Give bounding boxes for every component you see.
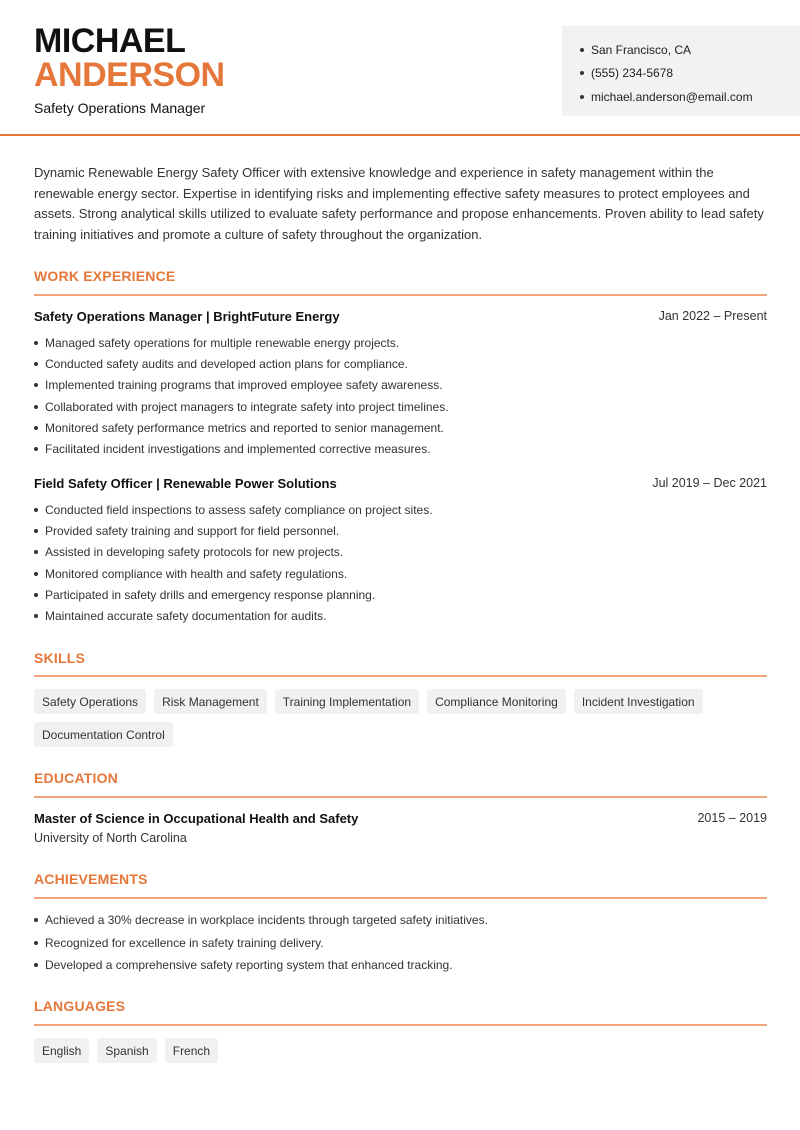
list-item: Conducted safety audits and developed action plans for compliance. (34, 353, 449, 374)
contact-phone: (555) 234-5678 (580, 62, 800, 86)
language-chip: French (165, 1038, 218, 1063)
bullet-icon (34, 508, 38, 512)
bullet-icon (34, 426, 38, 430)
job-dates: Jan 2022 – Present (658, 309, 767, 323)
list-item: Assisted in developing safety protocols for new projects. (34, 542, 433, 563)
bullet-icon (34, 362, 38, 366)
list-item: Achieved a 30% decrease in workplace incidents through targeted safety initiatives. (34, 909, 488, 932)
bullet-icon (580, 71, 584, 75)
job-header (34, 309, 767, 324)
section-title-skills: SKILLS (34, 650, 85, 666)
list-item: Facilitated incident investigations and implemented corrective measures. (34, 438, 449, 459)
list-item: Collaborated with project managers to integrate safety into project timelines. (34, 396, 449, 417)
first-name: MICHAEL (34, 22, 186, 60)
resume-header (0, 0, 800, 136)
skills-list (34, 689, 767, 747)
bullet-icon (34, 941, 38, 945)
section-title-work: WORK EXPERIENCE (34, 268, 176, 284)
bullet-icon (34, 614, 38, 618)
bullet-icon (34, 529, 38, 533)
job-role: Safety Operations Manager | BrightFuture Energy (34, 309, 340, 324)
list-item: Monitored safety performance metrics and reported to senior management. (34, 417, 449, 438)
skill-chip: Safety Operations (34, 689, 146, 714)
bullet-icon (34, 341, 38, 345)
bullet-icon (34, 572, 38, 576)
contact-location: San Francisco, CA (580, 38, 800, 62)
skill-chip: Documentation Control (34, 722, 173, 747)
languages-list (34, 1038, 767, 1063)
list-item: Implemented training programs that improved employee safety awareness. (34, 375, 449, 396)
contact-box (562, 26, 800, 116)
skill-chip: Compliance Monitoring (427, 689, 566, 714)
list-item: Developed a comprehensive safety reporting system that enhanced tracking. (34, 954, 488, 977)
bullet-icon (34, 447, 38, 451)
contact-email: michael.anderson@email.com (580, 85, 800, 109)
bullet-icon (580, 95, 584, 99)
job-bullets (34, 332, 449, 460)
section-divider (34, 675, 767, 677)
bullet-icon (580, 48, 584, 52)
section-divider (34, 897, 767, 899)
section-title-languages: LANGUAGES (34, 998, 126, 1014)
school-name: University of North Carolina (34, 831, 187, 845)
section-divider (34, 294, 767, 296)
list-item: Provided safety training and support for field personnel. (34, 520, 433, 541)
job-header (34, 476, 767, 491)
bullet-icon (34, 593, 38, 597)
language-chip: Spanish (97, 1038, 156, 1063)
education-dates: 2015 – 2019 (697, 811, 767, 825)
candidate-name (34, 24, 225, 92)
skill-chip: Risk Management (154, 689, 267, 714)
section-title-achievements: ACHIEVEMENTS (34, 871, 148, 887)
job-dates: Jul 2019 – Dec 2021 (652, 476, 767, 490)
bullet-icon (34, 918, 38, 922)
list-item: Managed safety operations for multiple renewable energy projects. (34, 332, 449, 353)
skill-chip: Incident Investigation (574, 689, 703, 714)
list-item: Participated in safety drills and emergency response planning. (34, 584, 433, 605)
bullet-icon (34, 405, 38, 409)
job-role: Field Safety Officer | Renewable Power Solutions (34, 476, 337, 491)
achievements-list (34, 909, 488, 977)
degree: Master of Science in Occupational Health and Safety (34, 811, 359, 826)
last-name: ANDERSON (34, 56, 225, 94)
education-header (34, 811, 767, 826)
skill-chip: Training Implementation (275, 689, 419, 714)
bullet-icon (34, 550, 38, 554)
list-item: Conducted field inspections to assess safety compliance on project sites. (34, 499, 433, 520)
job-title: Safety Operations Manager (34, 100, 206, 116)
list-item: Maintained accurate safety documentation for audits. (34, 605, 433, 626)
list-item: Recognized for excellence in safety training delivery. (34, 932, 488, 955)
job-bullets (34, 499, 433, 627)
bullet-icon (34, 963, 38, 967)
section-title-education: EDUCATION (34, 770, 118, 786)
section-divider (34, 796, 767, 798)
section-divider (34, 1024, 767, 1026)
language-chip: English (34, 1038, 89, 1063)
list-item: Monitored compliance with health and safety regulations. (34, 563, 433, 584)
bullet-icon (34, 383, 38, 387)
professional-summary: Dynamic Renewable Energy Safety Officer with extensive knowledge and experience in safety management within the renewable energy sector. Expertise in identifying risks and implementing effective safety measures to protect employees and assets. Strong analytical skills utilized to evaluate safety performance and propose enhancements. Proven ability to lead safety training initiatives and promote a culture of safety throughout the organization. (34, 165, 764, 243)
